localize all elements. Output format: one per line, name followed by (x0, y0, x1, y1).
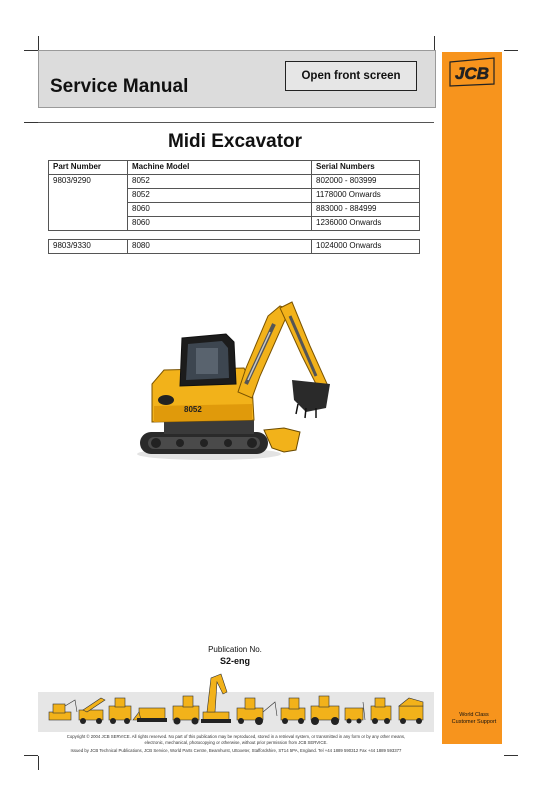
page-title: Service Manual (50, 76, 189, 97)
machine-lineup-image (45, 672, 430, 728)
crop-mark (24, 50, 38, 51)
world-class-line: World Class (459, 712, 489, 718)
serial-cell: 1236000 Onwards (312, 217, 420, 231)
copyright-line: Copyright © 2004 JCB SERVICE. All rights reserved. No part of this publication may be reproduced, stored in a retrieval system, or transmitted in any form or by any other means, (66, 734, 406, 739)
copyright-line: electronic, mechanical, photocopying or otherwise, without prior permission from JCB SERVICE. (144, 739, 328, 745)
serial-cell: 883000 - 884999 (312, 203, 420, 217)
serial-cell: 802000 - 803999 (312, 175, 420, 189)
publication-number: S2-eng (219, 656, 250, 666)
crop-mark (504, 50, 518, 51)
document-title: Midi Excavator (167, 131, 303, 152)
serial-cell: 1178000 Onwards (312, 189, 420, 203)
world-class-text (446, 712, 502, 726)
model-cell: 8052 (128, 189, 312, 203)
open-front-screen-button[interactable]: Open front screen (285, 61, 417, 91)
crop-mark (24, 755, 38, 756)
customer-support-line: Customer Support (451, 719, 497, 726)
table-row (49, 175, 420, 189)
jcb-logo (444, 54, 500, 90)
part-number-cell: 9803/9290 (49, 175, 128, 231)
crop-mark (38, 36, 39, 50)
copyright-notice (46, 734, 426, 746)
crop-mark (38, 756, 39, 770)
model-cell: 8060 (128, 203, 312, 217)
header-machine-model: Machine Model (128, 161, 312, 175)
header-serial-numbers: Serial Numbers (312, 161, 420, 175)
table-header-row (49, 161, 420, 175)
serial-cell: 1024000 Onwards (312, 240, 420, 254)
svg-text:8052: 8052 (184, 405, 202, 414)
issued-by-text: Issued by JCB Technical Publications, JCB Service, World Parts Centre, Beamhurst, Uttoxeter, Staffordshire, ST14 5PA, England. Tel +44 1889 590312 Fax +44 1889 593377 (70, 748, 402, 753)
model-cell: 8060 (128, 217, 312, 231)
machine-table (48, 160, 420, 231)
excavator-image (134, 272, 344, 472)
table-row (49, 240, 420, 254)
model-cell: 8052 (128, 175, 312, 189)
header-part-number: Part Number (49, 161, 128, 175)
logo-text: JCB (454, 64, 490, 83)
model-cell: 8080 (128, 240, 312, 254)
brand-stripe (442, 52, 502, 744)
crop-mark (504, 755, 518, 756)
publication-label: Publication No. (208, 645, 262, 654)
machine-table-2 (48, 239, 420, 254)
part-number-cell: 9803/9330 (49, 240, 128, 254)
crop-mark (434, 36, 435, 50)
crop-mark (24, 122, 38, 123)
